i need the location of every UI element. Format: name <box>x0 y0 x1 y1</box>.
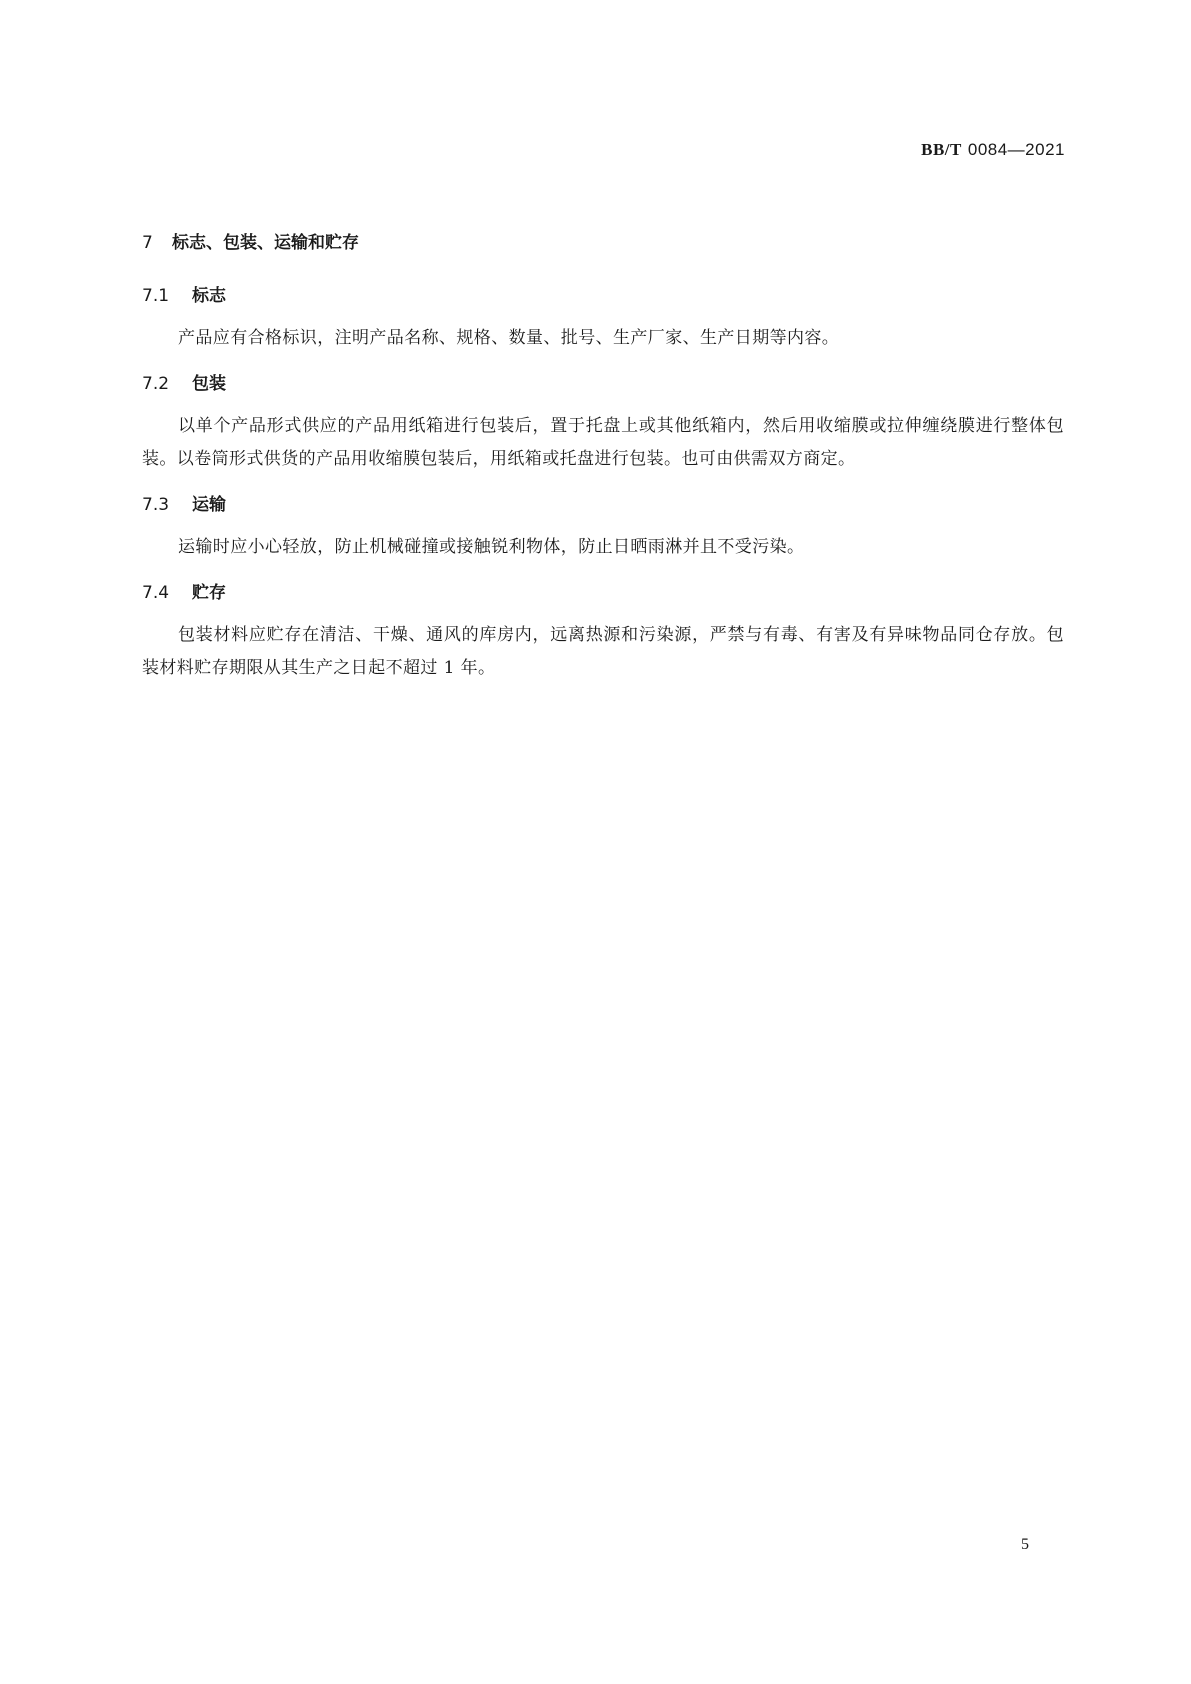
section-heading <box>142 369 1064 394</box>
section-title: 贮存 <box>192 583 226 603</box>
section-paragraph: 运输时应小心轻放，防止机械碰撞或接触锐利物体，防止日晒雨淋并且不受污染。 <box>178 537 805 557</box>
chapter-title: 标志、包装、运输和贮存 <box>172 233 359 253</box>
document-body <box>142 228 1064 699</box>
section-heading <box>142 490 1064 515</box>
section-number: 7.2 <box>142 374 170 394</box>
section-7-1 <box>142 281 1064 355</box>
section-number: 7.3 <box>142 495 170 515</box>
chapter-number: 7 <box>142 233 153 253</box>
section-paragraph: 产品应有合格标识，注明产品名称、规格、数量、批号、生产厂家、生产日期等内容。 <box>178 328 840 348</box>
section-7-2 <box>142 369 1064 476</box>
section-7-4 <box>142 578 1064 685</box>
section-number: 7.4 <box>142 583 170 603</box>
page-number: 5 <box>1021 1536 1029 1553</box>
standard-code <box>921 140 1065 160</box>
section-paragraph: 包装材料应贮存在清洁、干燥、通风的库房内，远离热源和污染源，严禁与有毒、有害及有异味物品同仓存放。包装材料贮存期限从其生产之日起不超过 1 年。 <box>142 625 1064 678</box>
section-7-3 <box>142 490 1064 564</box>
section-title: 运输 <box>192 495 226 515</box>
section-paragraph: 以单个产品形式供应的产品用纸箱进行包装后，置于托盘上或其他纸箱内，然后用收缩膜或拉伸缠绕膜进行整体包装。以卷筒形式供货的产品用收缩膜包装后，用纸箱或托盘进行包装。也可由供需双方商定。 <box>142 416 1064 469</box>
standard-number: 0084—2021 <box>967 140 1065 159</box>
chapter-heading <box>142 228 1064 253</box>
section-number: 7.1 <box>142 286 170 306</box>
section-title: 标志 <box>192 286 226 306</box>
standard-prefix: BB/T <box>921 140 962 159</box>
section-heading <box>142 281 1064 306</box>
section-heading <box>142 578 1064 603</box>
section-title: 包装 <box>192 374 226 394</box>
